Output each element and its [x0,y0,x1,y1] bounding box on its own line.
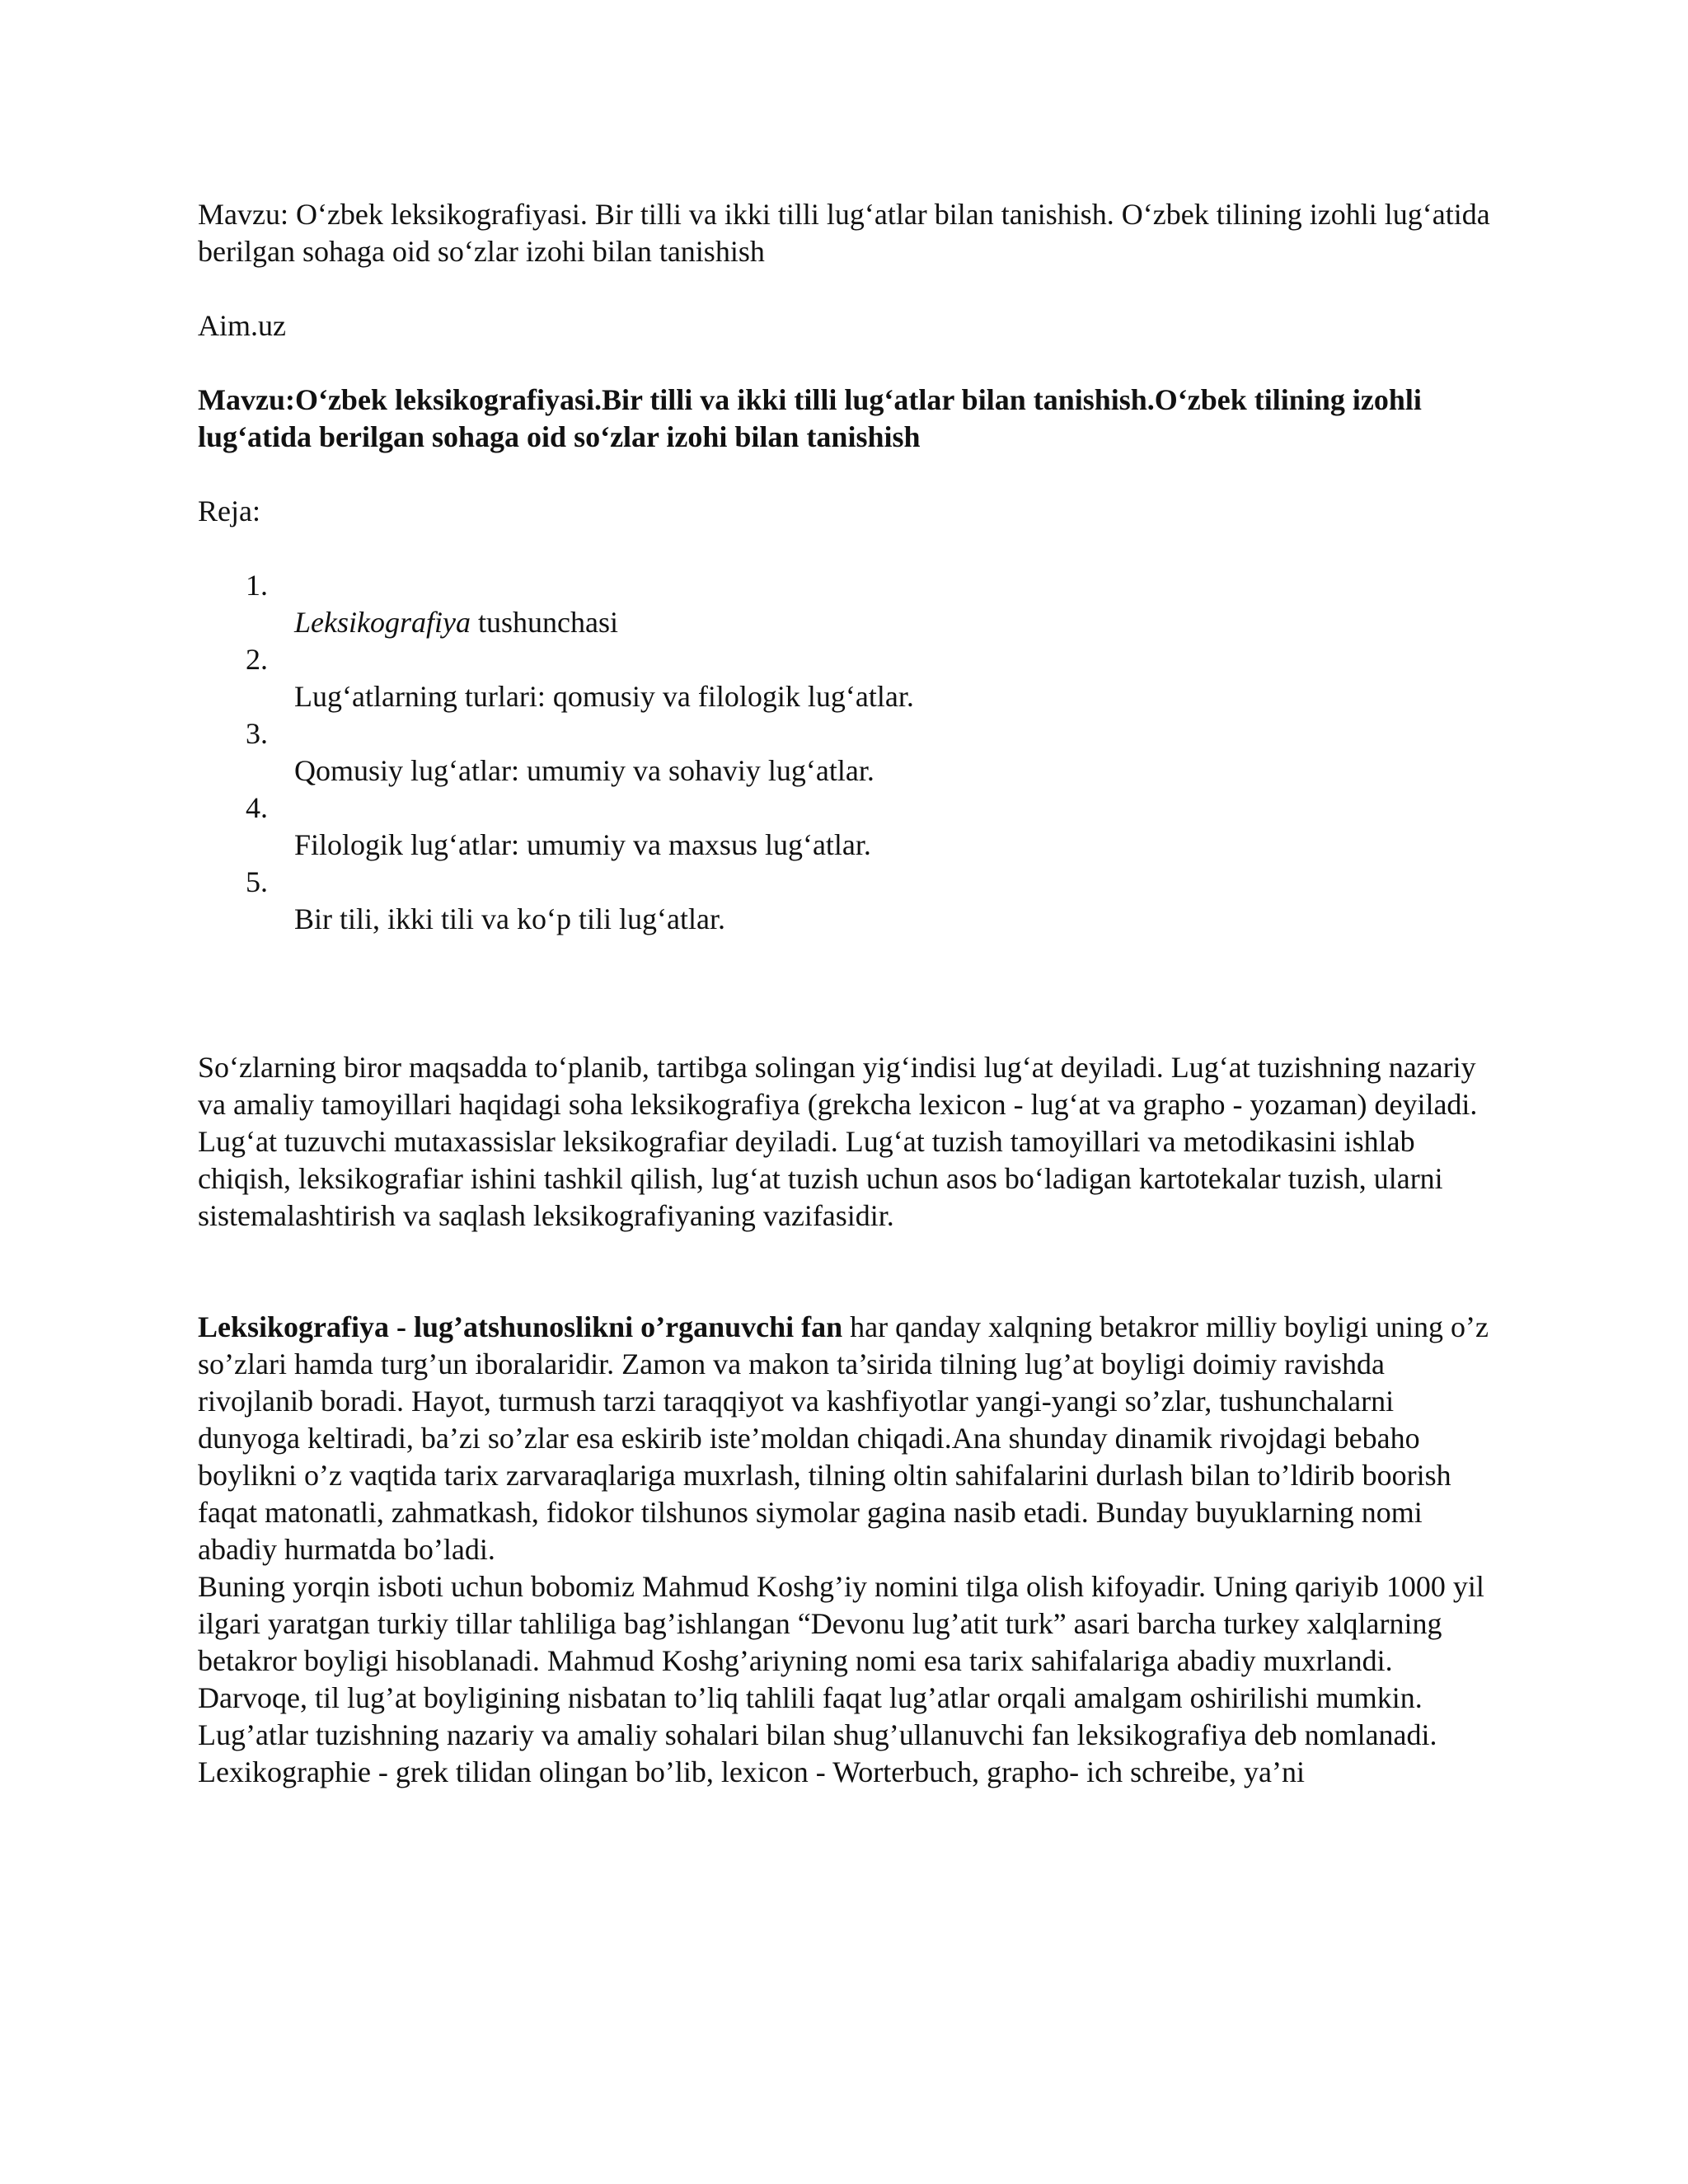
paragraph-darvoqe: Darvoqe, til lug’at boyligining nisbatan to’liq tahlili faqat lug’atlar orqali amalgam oshirilishi mumkin. Lug’atlar tuzishning nazariy va amaliy sohalari bilan shug’ullanuvchi fan leksikografiya deb nomlanadi. [198,1681,1437,1751]
plan-item-text: Lug‘atlarning turlari: qomusiy va filologik lug‘atlar. [294,680,914,713]
plan-item [198,790,1500,864]
paragraph-lexicography [198,1309,1500,1568]
paragraph-lead-bold: Leksikografiya - lug’atshunoslikni o’rganuvchi fan [198,1310,843,1343]
paragraph-lead-rest: har qanday xalqning betakror milliy boyligi uning o’z so’zlari hamda turg’un iboralaridir. Zamon va makon ta’sirida tilning lug’at boyligi doimiy ravishda rivojlanib boradi. Hayot, turmush tarzi taraqqiyot va kashfiyotlar yangi-yangi so’zlar, tushunchalarni dunyoga keltiradi, ba’zi so’zlar esa eskirib iste’moldan chiqadi.Ana shunday dinamik rivojdagi bebaho boylikni o’z vaqtida tarix zarvaraqlariga muxrlash, tilning oltin sahifalarini durlash bilan to’ldirib boorish faqat matonatli, zahmatkash, fidokor tilshunos siymolar gagina nasib etadi. Bunday buyuklarning nomi abadiy hurmatda bo’ladi. [198,1310,1489,1566]
plan-item-rest: tushunchasi [470,606,618,639]
paragraph-definition: So‘zlarning biror maqsadda to‘planib, tartibga solingan yig‘indisi lug‘at deyiladi. Lug‘at tuzishning nazariy va amaliy tamoyillari haqidagi soha leksikografiya (grekcha lexicon - lug‘at va grapho - yozaman) deyiladi. Lug‘at tuzuvchi mutaxassislar leksikografiar deyiladi. Lug‘at tuzish tamoyillari va metodikasini ishlab chiqish, leksikografiar ishini tashkil qilish, lug‘at tuzish uchun asos bo‘ladigan kartotekalar tuzish, ularni sistemalashtirish va saqlash leksikografiyaning vazifasidir. [198,1051,1478,1232]
topic-heading: Mavzu:O‘zbek leksikografiyasi.Bir tilli va ikki tilli lug‘atlar bilan tanishish.O‘zbek tilining izohli lug‘atida berilgan sohaga oid so‘zlar izohi bilan tanishish [198,383,1422,453]
site-name: Aim.uz [198,309,286,342]
plan-item-text: Filologik lug‘atlar: umumiy va maxsus lug‘atlar. [294,828,871,861]
plan-item-number: 5. [246,865,268,898]
plan-item [198,864,1500,938]
plan-item-text [198,604,1500,641]
topic-line: Mavzu: O‘zbek leksikografiyasi. Bir tilli va ikki tilli lug‘atlar bilan tanishish. O‘zbek tilining izohli lug‘atida berilgan sohaga oid so‘zlar izohi bilan tanishish [198,198,1490,268]
spacer [198,1235,1500,1309]
plan-item-number: 2. [246,643,268,676]
plan-item-number: 3. [246,717,268,750]
plan-list [198,567,1500,938]
plan-item [198,641,1500,715]
plan-item-italic: Leksikografiya [294,606,471,639]
plan-item-number: 1. [246,569,268,602]
plan-title: Reja: [198,494,260,527]
paragraph-lexikographie: Lexikographie - grek tilidan olingan bo’lib, lexicon - Worterbuch, grapho- ich schreibe, ya’ni [198,1755,1306,1788]
plan-item [198,567,1500,641]
spacer [198,938,1500,1049]
document-body [198,196,1500,1791]
plan-item-number: 4. [246,791,268,824]
paragraph-koshgariy: Buning yorqin isboti uchun bobomiz Mahmud Koshg’iy nomini tilga olish kifoyadir. Uning qariyib 1000 yil ilgari yaratgan turkiy tillar tahliliga bag’ishlangan “Devonu lug’atit turk” asari barcha turkey xalqlarning betakror boyligi hisoblanadi. Mahmud Koshg’ariyning nomi esa tarix sahifalariga abadiy muxrlandi. [198,1570,1484,1677]
plan-item-text: Bir tili, ikki tili va ko‘p tili lug‘atlar. [294,902,725,935]
plan-item-text: Qomusiy lug‘atlar: umumiy va sohaviy lug‘atlar. [294,754,874,787]
plan-item [198,715,1500,790]
